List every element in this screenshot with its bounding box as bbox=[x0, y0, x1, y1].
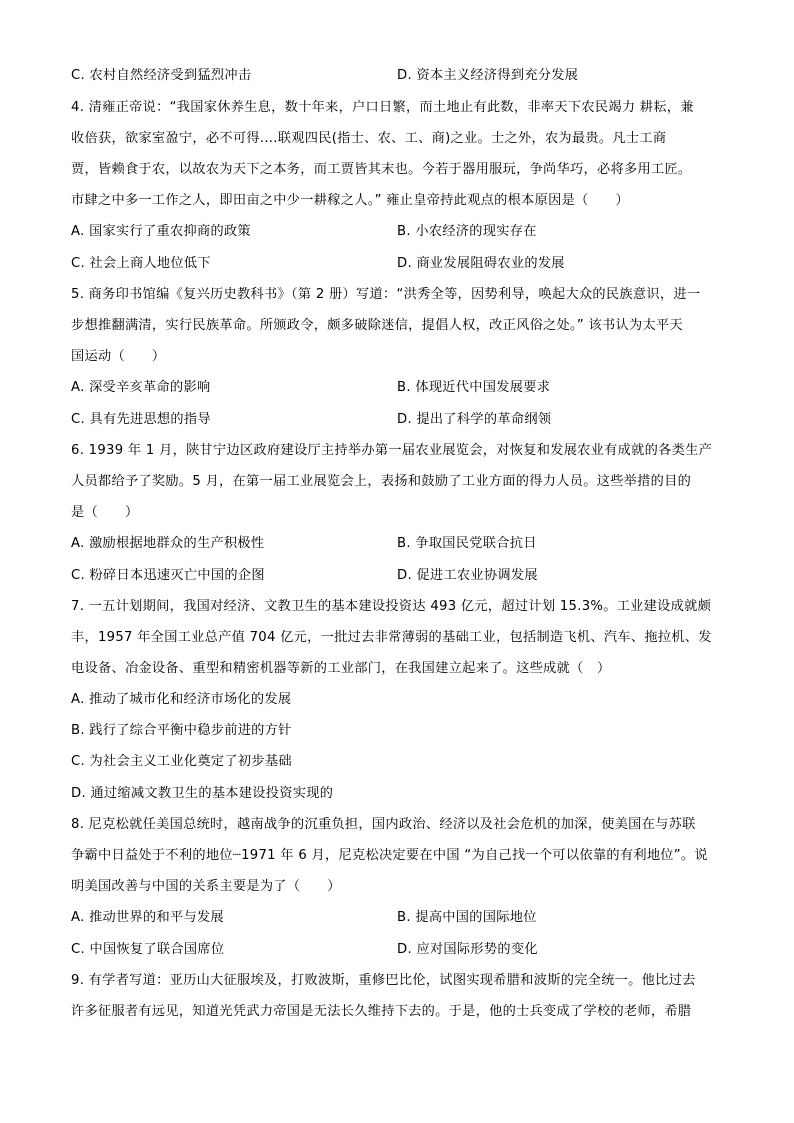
q5-stem-line: 步想推翻满清，实行民族革命。所颁政令，颇多破除迷信，提倡人权，改正风俗之处。” 该书认为太平天 bbox=[71, 318, 683, 333]
q3-option-c: C. 农村自然经济受到猛烈冲击 bbox=[71, 68, 252, 83]
q7-option-b: B. 践行了综合平衡中稳步前进的方针 bbox=[71, 723, 292, 738]
q8-stem-line: 明美国改善与中国的关系主要是为了（ ） bbox=[71, 879, 341, 894]
q7-option-d: D. 通过缩减文教卫生的基本建设投资实现的 bbox=[71, 786, 334, 801]
q4-option-c: C. 社会上商人地位低下 bbox=[71, 256, 211, 271]
q6-stem-line: 人员都给予了奖励。5 月，在第一届工业展览会上，表扬和鼓励了工业方面的得力人员。这些举措的目的 bbox=[71, 474, 692, 489]
q5-stem-line: 5. 商务印书馆编《复兴历史教科书》（第 2 册）写道：“洪秀全等，因势利导，唤起大众的民族意识，进一 bbox=[71, 287, 701, 302]
q4-stem-line: 市肆之中多一工作之人，即田亩之中少一耕稼之人。” 雍止皇帝持此观点的根本原因是（ ） bbox=[71, 193, 630, 208]
q5-option-c: C. 具有先进思想的指导 bbox=[71, 412, 211, 427]
q9-stem-line: 许多征服者有远见，知道光凭武力帝国是无法长久维持下去的。于是，他的士兵变成了学校的老师，希腊 bbox=[71, 1004, 692, 1019]
q5-option-d: D. 提出了科学的革命纲领 bbox=[397, 412, 552, 427]
q6-option-b: B. 争取国民党联合抗日 bbox=[397, 536, 537, 551]
q5-stem-line: 国运动（ ） bbox=[71, 349, 166, 364]
q4-option-b: B. 小农经济的现实存在 bbox=[397, 224, 537, 239]
q4-stem-line: 贾，皆赖食于农，以故农为天下之本务，而工贾皆其末也。今若于器用服玩，争尚华巧，必将多用工匠。 bbox=[71, 162, 692, 177]
q8-option-d: D. 应对国际形势的变化 bbox=[397, 942, 538, 957]
q8-option-b: B. 提高中国的国际地位 bbox=[397, 910, 537, 925]
q5-option-b: B. 体现近代中国发展要求 bbox=[397, 380, 551, 395]
q7-option-c: C. 为社会主义工业化奠定了初步基础 bbox=[71, 754, 292, 769]
q5-option-a: A. 深受辛亥革命的影响 bbox=[71, 380, 211, 395]
q8-stem-line: 争霸中日益处于不利的地位┈1971 年 6 月，尼克松决定要在中国 “为自己找一个可以依靠的有利地位”。说 bbox=[71, 848, 708, 863]
q6-option-a: A. 激励根据地群众的生产积极性 bbox=[71, 536, 265, 551]
q7-stem-line: 丰，1957 年全国工业总产值 704 亿元，一批过去非常薄弱的基础工业，包括制造飞机、汽车、拖拉机、发 bbox=[71, 630, 712, 645]
q4-stem-line: 4. 清雍正帝说：“我国家休养生息，数十年来，户口日繁，而土地止有此数，非率天下农民竭力 耕耘，兼 bbox=[71, 100, 694, 115]
q8-option-c: C. 中国恢复了联合国席位 bbox=[71, 942, 225, 957]
q4-option-a: A. 国家实行了重农抑商的政策 bbox=[71, 224, 251, 239]
q8-stem-line: 8. 尼克松就任美国总统时，越南战争的沉重负担，国内政治、经济以及社会危机的加深，使美国在与苏联 bbox=[71, 817, 696, 832]
q9-stem-line: 9. 有学者写道：亚历山大征服埃及，打败波斯，重修巴比伦，试图实现希腊和波斯的完全统一。他比过去 bbox=[71, 973, 696, 988]
q6-option-d: D. 促进工农业协调发展 bbox=[397, 568, 538, 583]
q4-stem-line: 收倍获，欲家室盈宁，必不可得....联观四民(指士、农、工、商)之业。士之外，农为最贵。凡士工商 bbox=[71, 131, 667, 146]
q7-stem-line: 7. 一五计划期间，我国对经济、文教卫生的基本建设投资达 493 亿元，超过计划 15.3%。工业建设成就颇 bbox=[71, 599, 712, 614]
q4-option-d: D. 商业发展阻碍农业的发展 bbox=[397, 256, 565, 271]
q3-option-d: D. 资本主义经济得到充分发展 bbox=[397, 68, 579, 83]
q7-option-a: A. 推动了城市化和经济市场化的发展 bbox=[71, 692, 292, 707]
q6-option-c: C. 粉碎日本迅速灭亡中国的企图 bbox=[71, 568, 265, 583]
q6-stem-line: 6. 1939 年 1 月，陕甘宁边区政府建设厅主持举办第一届农业展览会，对恢复和发展农业有成就的各类生产 bbox=[71, 443, 713, 458]
q8-option-a: A. 推动世界的和平与发展 bbox=[71, 910, 224, 925]
q7-stem-line: 电设备、冶金设备、重型和精密机器等新的工业部门，在我国建立起来了。这些成就（ ） bbox=[71, 661, 611, 676]
q6-stem-line: 是（ ） bbox=[71, 505, 139, 520]
